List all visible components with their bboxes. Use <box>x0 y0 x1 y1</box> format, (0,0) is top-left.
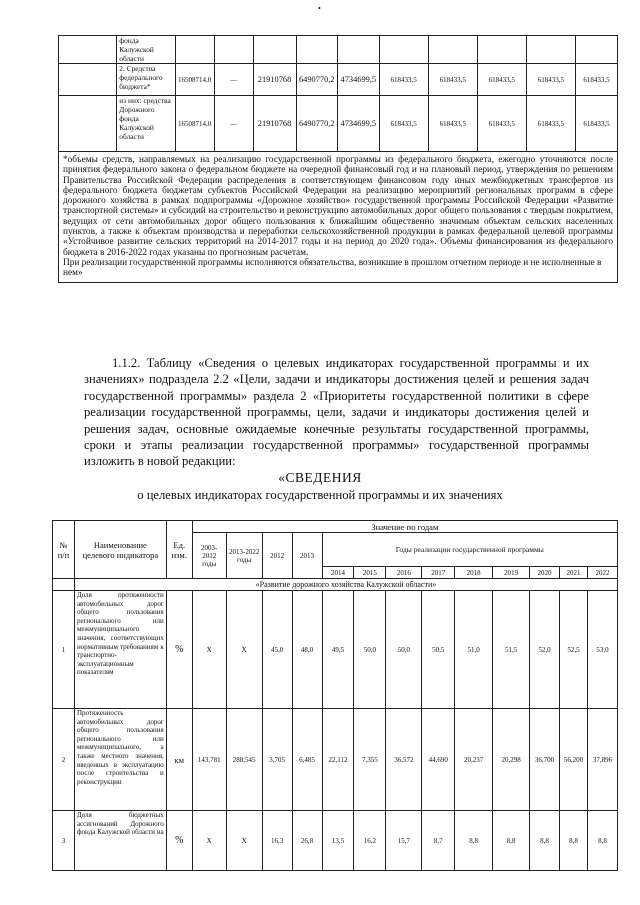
table-row: 1 Доля протяженности автомобильных дорог общего пользования регионального или межмуниципального значения, соответствующих нормативным требованиям к транспортно-эксплуатационным показателям % Х Х 45,0 48,0 49,5 50,0 50,0 50,5 51,0 51,5 52,0 52,5 53,0 <box>53 591 618 709</box>
row-label: 2. Средства федерального бюджета* <box>117 64 175 96</box>
header-row <box>53 521 618 533</box>
footnote-row <box>59 152 618 283</box>
page-title: «СВЕДЕНИЯ <box>278 470 362 485</box>
table-row: из них: средства Дорожного фонда Калужской области 16508714,0 — 21910768 6490770,2 4734699,5 618433,5 618433,5 618433,5 618433,5 618433,5 <box>59 96 618 152</box>
section-row: «Развитие дорожного хозяйства Калужской области» <box>53 579 618 591</box>
header-row: 2003-2012 годы 2013-2022 годы 2012 2013 Годы реализации государственной программы <box>53 533 618 567</box>
col-unit: Ед. изм. <box>166 521 192 579</box>
col-values: Значение по годам <box>192 521 617 533</box>
page-mark: • <box>318 4 321 13</box>
amendment-paragraph: 1.1.2. Таблицу «Сведения о целевых индикаторах государственной программы и их значениях» подраздела 2.2 «Цели, задачи и индикаторы достижения целей и решения задач государственной программы» раздела 2 «Приоритеты государственной политики в сфере реализации государственной программы, цели, задачи и индикаторы достижения целей и решения задач, основные ожидаемые конечные результаты государственной программы, сроки и этапы реализации государственной программы» государственной программы изложить в новой редакции: <box>84 356 589 469</box>
page-subtitle: о целевых индикаторах государственной программы и их значениях <box>137 488 503 502</box>
table-row <box>59 36 618 64</box>
funding-table <box>58 35 618 283</box>
footnote-text-2: При реализации государственной программы исполняются обязательства, возникшие в прошлом отчетном периоде и не исполненные в нем» <box>63 257 602 279</box>
table-row: 2 Протяженность автомобильных дорог общего пользования регионального или межмуниципального, а также местного значения, введенных в эксплуатацию после строительства и реконструкции км 143,781 288,545 3,705 6,485 22,112 7,355 36,572 44,690 20,237 20,298 36,700 56,200 37,896 <box>53 709 618 811</box>
table-row: 3 Доля бюджетных ассигнований Дорожного фонда Калужской области на % Х Х 16,3 26,8 13,5 16,2 15,7 8,7 8,8 8,8 8,8 8,8 8,8 <box>53 811 618 871</box>
row-label: из них: средства Дорожного фонда Калужской области <box>117 96 175 152</box>
col-num: № п/п <box>53 521 75 579</box>
header-row: 2014 2015 2016 2017 2018 2019 2020 2021 2022 <box>53 567 618 579</box>
amendment-text <box>84 355 589 470</box>
col-name: Наименование целевого индикатора <box>74 521 166 579</box>
table-row: 2. Средства федерального бюджета* 16508714,0 — 21910768 6490770,2 4734699,5 618433,5 618433,5 618433,5 618433,5 618433,5 <box>59 64 618 96</box>
footnote-text: *объемы средств, направляемых на реализацию государственной программы из федерального бюджета, ежегодно уточняются после принятия федерального закона о федеральном бюджете на очередной финансовый год и на плановый период, утверждения по решениям Правительства Российской Федерации распределения в соответствующем финансовом году иных межбюджетных трансфертов из федерального бюджета бюджетам субъектов Российской Федерации на реализацию мероприятий региональных программ в сфере дорожного хозяйства в рамках подпрограммы «Дорожное хозяйство» государственной программы Российской Федерации «Развитие транспортной системы» и субсидий на строительство и реконструкцию автомобильных дорог общего пользования с твердым покрытием, ведущих от сети автомобильных дорог общего пользования к ближайшим общественно значимым объектам сельских населенных пунктов, а также к объектам производства и переработки сельскохозяйственной продукции в рамках федеральной целевой программы «Устойчивое развитие сельских территорий на 2014-2017 годы и на период до 2020 года». Объемы финансирования из федерального бюджета в 2016-2022 годах указаны по прогнозным расчетам. <box>63 155 613 258</box>
indicators-table <box>52 520 618 871</box>
row-label: фонда Калужской области <box>117 36 175 64</box>
